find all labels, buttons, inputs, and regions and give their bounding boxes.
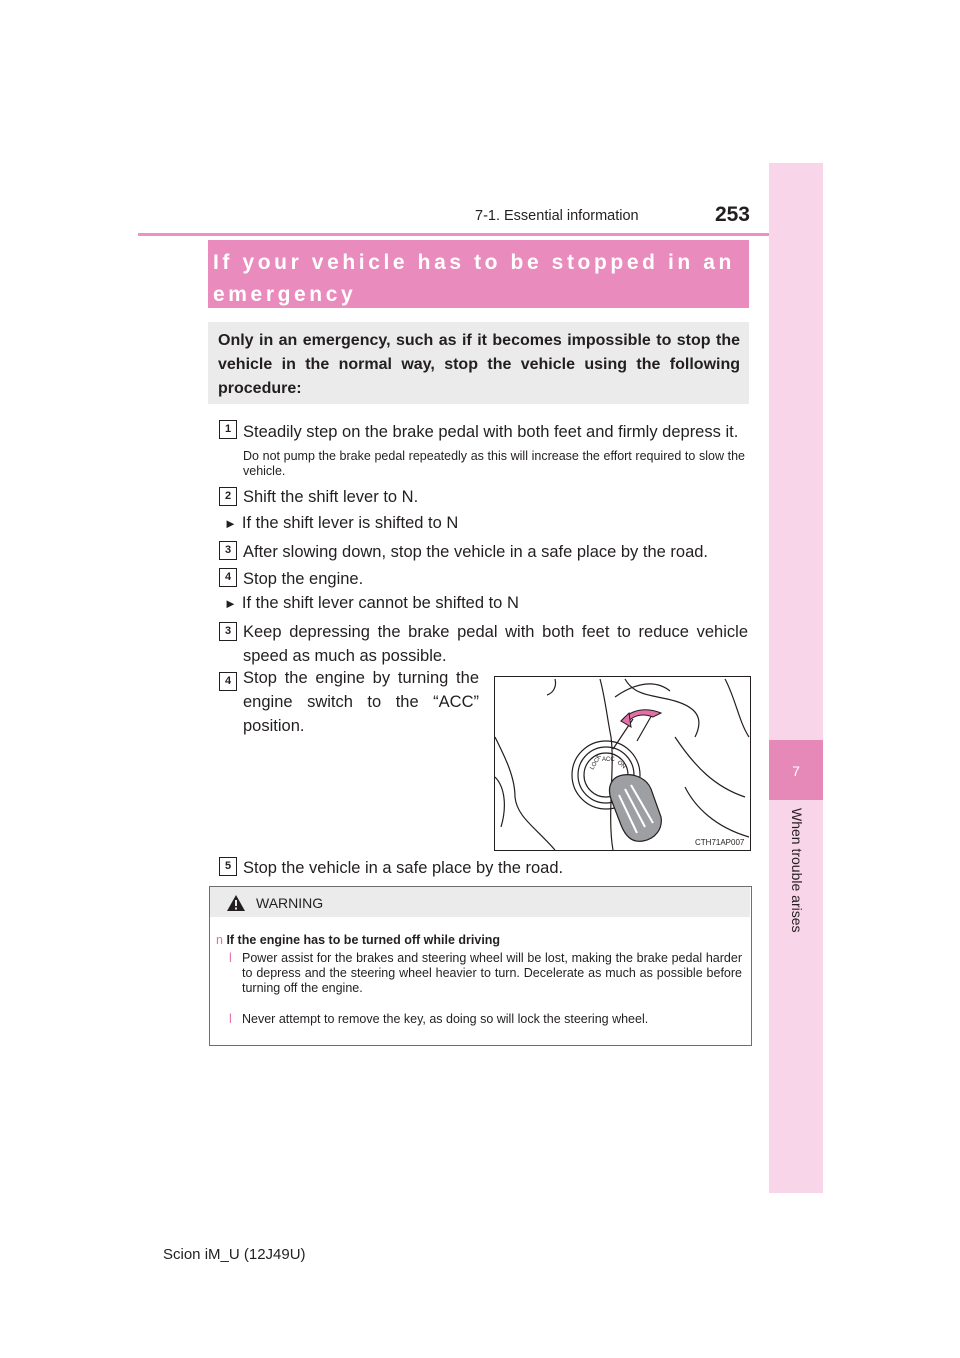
step-badge: 4	[219, 568, 237, 587]
step-badge: 4	[219, 672, 237, 691]
page-number: 253	[714, 203, 750, 226]
switch-label-lock: LOCK	[589, 753, 603, 771]
step-badge: 1	[219, 420, 237, 439]
step-badge: 3	[219, 541, 237, 560]
step-text: Stop the vehicle in a safe place by the road.	[243, 859, 564, 877]
warning-subtitle: n If the engine has to be turned off while driving	[216, 933, 501, 947]
header-rule	[138, 233, 823, 236]
step-badge: 3	[219, 622, 237, 641]
intro-text: Only in an emergency, such as if it becomes impossible to stop the vehicle in the normal way, stop the vehicle using the following procedure:	[218, 332, 740, 397]
chapter-side-strip	[769, 163, 823, 1193]
step-text: Steadily step on the brake pedal with both feet and firmly depress it.	[243, 423, 739, 441]
bullet-icon: l	[229, 1012, 232, 1026]
page-title: If your vehicle has to be stopped in an emergency	[213, 251, 735, 306]
branch-heading: ► If the shift lever is shifted to N	[224, 514, 459, 532]
step-badge: 2	[219, 487, 237, 506]
chapter-number: 7	[792, 763, 800, 779]
switch-label-on: ON	[615, 759, 627, 771]
step-note: Do not pump the brake pedal repeatedly as this will increase the effort required to slow the vehicle.	[243, 449, 745, 478]
triangle-right-icon: ►	[224, 516, 237, 531]
warning-item: Never attempt to remove the key, as doing so will lock the steering wheel.	[242, 1012, 649, 1026]
step-text: Keep depressing the brake pedal with both feet to reduce vehicle speed as much as possible.	[243, 623, 748, 665]
warning-icon	[226, 894, 246, 912]
triangle-right-icon: ►	[224, 596, 237, 611]
step-text: After slowing down, stop the vehicle in a safe place by the road.	[243, 543, 709, 561]
switch-label-acc: ACC	[602, 757, 615, 763]
warning-title: WARNING	[256, 895, 324, 911]
square-bullet-icon: n	[216, 933, 223, 947]
warning-item: Power assist for the brakes and steering wheel will be lost, making the brake pedal harder to depress and the steering wheel heavier to turn. Decelerate as much as possible before turning off the engine.	[242, 951, 742, 995]
ignition-illustration	[494, 676, 751, 851]
step-text: Stop the engine by turning the engine switch to the “ACC” position.	[243, 669, 479, 735]
step-text: Stop the engine.	[243, 570, 364, 588]
footer-text: Scion iM_U (12J49U)	[163, 1246, 306, 1263]
chapter-label: When trouble arises	[789, 808, 805, 933]
bullet-icon: l	[229, 951, 232, 965]
section-title: 7-1. Essential information	[475, 208, 639, 224]
step-badge: 5	[219, 857, 237, 876]
branch-heading: ► If the shift lever cannot be shifted to N	[224, 594, 519, 612]
figure-code: CTH71AP007	[695, 838, 745, 847]
ignition-drawing	[495, 677, 750, 850]
step-text: Shift the shift lever to N.	[243, 488, 419, 506]
